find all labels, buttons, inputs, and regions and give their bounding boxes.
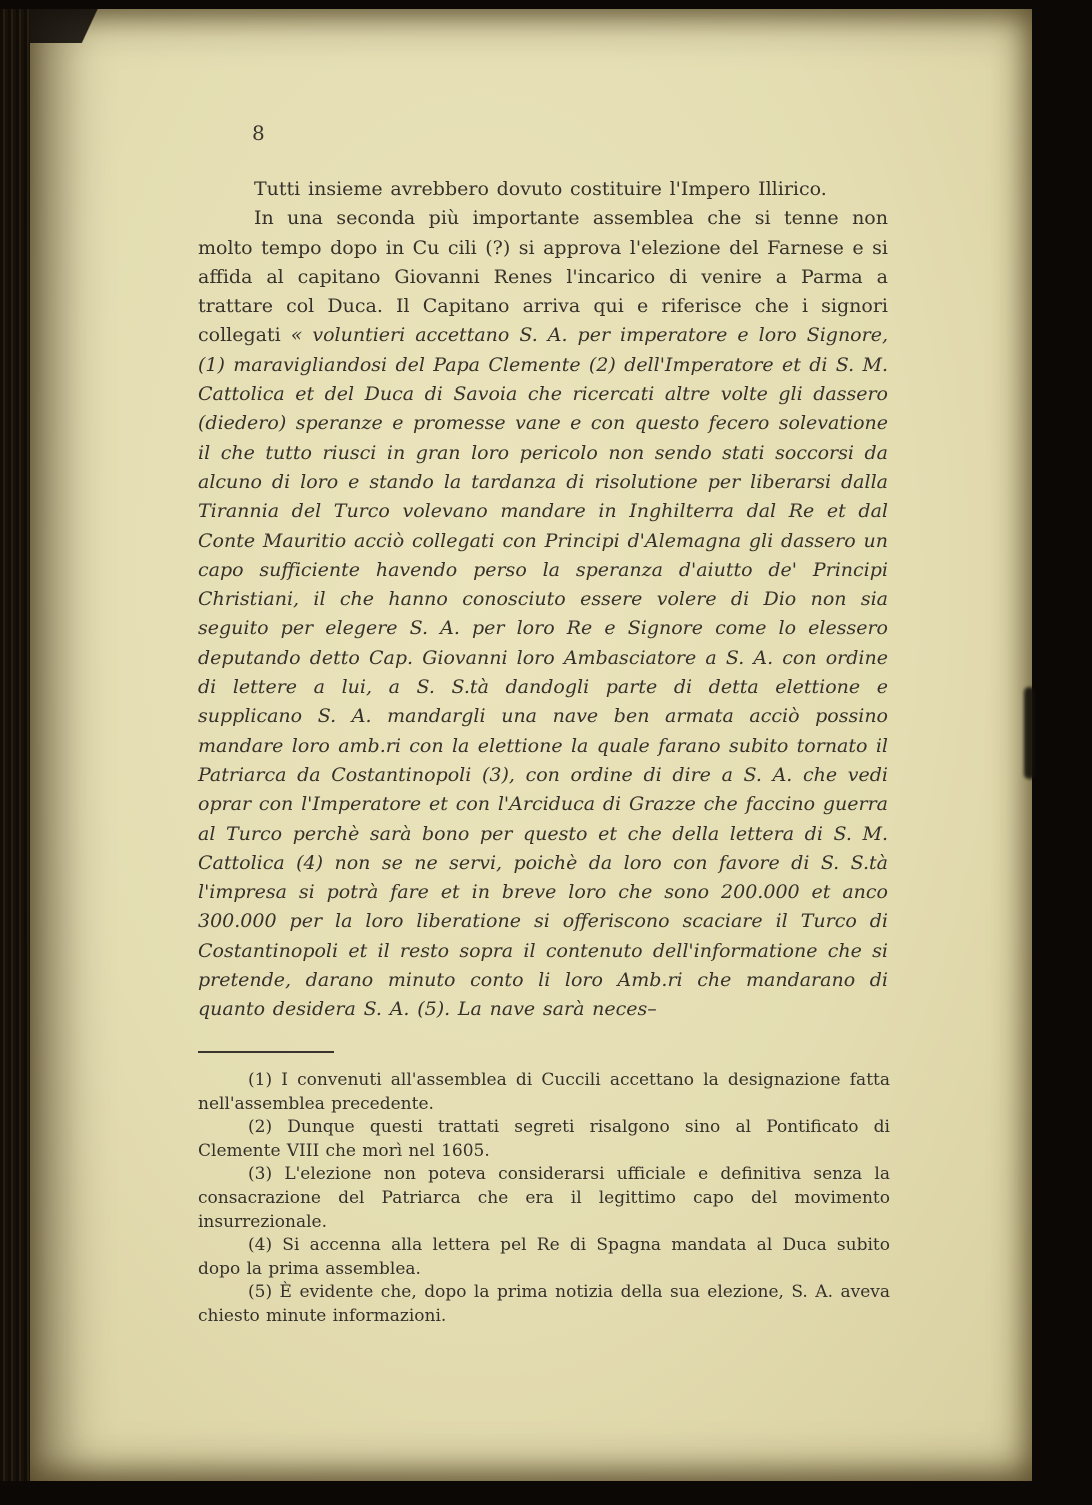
paragraph-quote-text: « voluntieri accettano S. A. per imperatore e loro Signore, (1) maravigliandosi del Papa Clemente (2) dell'Imperatore et di S. M. Cattolica et del Duca di Savoia che ricercati altre volte gli dassero (diedero) speranze e promesse vane e con questo fecero solevatione il che tutto riusci in gran loro pericolo non sendo stati soccorsi da alcuno di loro e stando la tardanza di risolutione per liberarsi dalla Tirannia del Turco volevano mandare in Inghilterra dal Re et dal Conte Mauritio acciò collegati con Principi d'Alemagna gli dassero un capo sufficiente havendo perso la speranza d'aiutto de' Principi Christiani, il che hanno conosciuto essere volere di Dio non sia seguito per elegere S. A. per loro Re e Signore come lo elessero deputando detto Cap. Giovanni loro Ambasciatore a S. A. con ordine di lettere a lui, a S. S.tà dandogli parte di detta elettione e supplicano S. A. mandargli una nave ben armata acciò possino mandare loro amb.ri con la elettione la quale farano subito tornato il Patriarca da Costantinopoli (3), con ordine di dire a S. A. che vedi oprar con l'Imperatore et con l'Arciduca di Grazze che faccino guerra al Turco perchè sarà bono per questo et che della lettera di S. M. Cattolica (4) non se ne servi, poichè da loro con favore di S. S.tà l'impresa si potrà fare et in breve loro che sono 200.000 et anco 300.000 per la loro liberatione si offeriscono scaciare il Turco di Costantinopoli et il resto sopra il contenuto dell'informatione che si pretende, darano minuto conto li loro Amb.ri che mandarano di quanto desidera S. A. (5). La nave sarà neces– — [198, 324, 888, 1021]
paragraph-opening: Tutti insieme avrebbero dovuto costituire l'Impero Illirico. — [254, 178, 827, 200]
footnote-4: (4) Si accenna alla lettera pel Re di Spagna mandata al Duca subito dopo la prima assemblea. — [198, 1235, 890, 1279]
ink-smudge — [1024, 687, 1035, 779]
footnote-2: (2) Dunque questi trattati segreti risalgono sino al Pontificato di Clemente VIII che morì nel 1605. — [198, 1117, 890, 1161]
corner-shadow — [30, 9, 126, 43]
footnote-divider — [198, 1051, 334, 1053]
main-text-block — [198, 175, 888, 1025]
footnotes-block — [198, 1069, 890, 1329]
paragraph-roman-text: In una seconda più importante assemblea che si tenne non molto tempo dopo in Cu cili (?) si approva l'elezione del Farnese e si affida al capitano Giovanni Renes l'incarico di venire a Parma a trattare col Duca. Il Capitano arriva qui e riferisce che i signori collegati — [198, 207, 888, 347]
footnote-1: (1) I convenuti all'assemblea di Cuccili accettano la designazione fatta nell'assemblea precedente. — [198, 1070, 890, 1114]
paragraph-assembly — [198, 204, 888, 1024]
footnote-3: (3) L'elezione non poteva considerarsi ufficiale e definitiva senza la consacrazione del Patriarca che era il legittimo capo del movimento insurrezionale. — [198, 1164, 890, 1232]
book-page — [30, 9, 1032, 1481]
photo-bottom-edge — [0, 1481, 1092, 1505]
photo-top-edge — [0, 0, 1092, 9]
page-number: 8 — [252, 121, 265, 145]
stacked-page-edges — [0, 0, 34, 1505]
footnote-5: (5) È evidente che, dopo la prima notizia della sua elezione, S. A. aveva chiesto minute informazioni. — [198, 1282, 890, 1326]
